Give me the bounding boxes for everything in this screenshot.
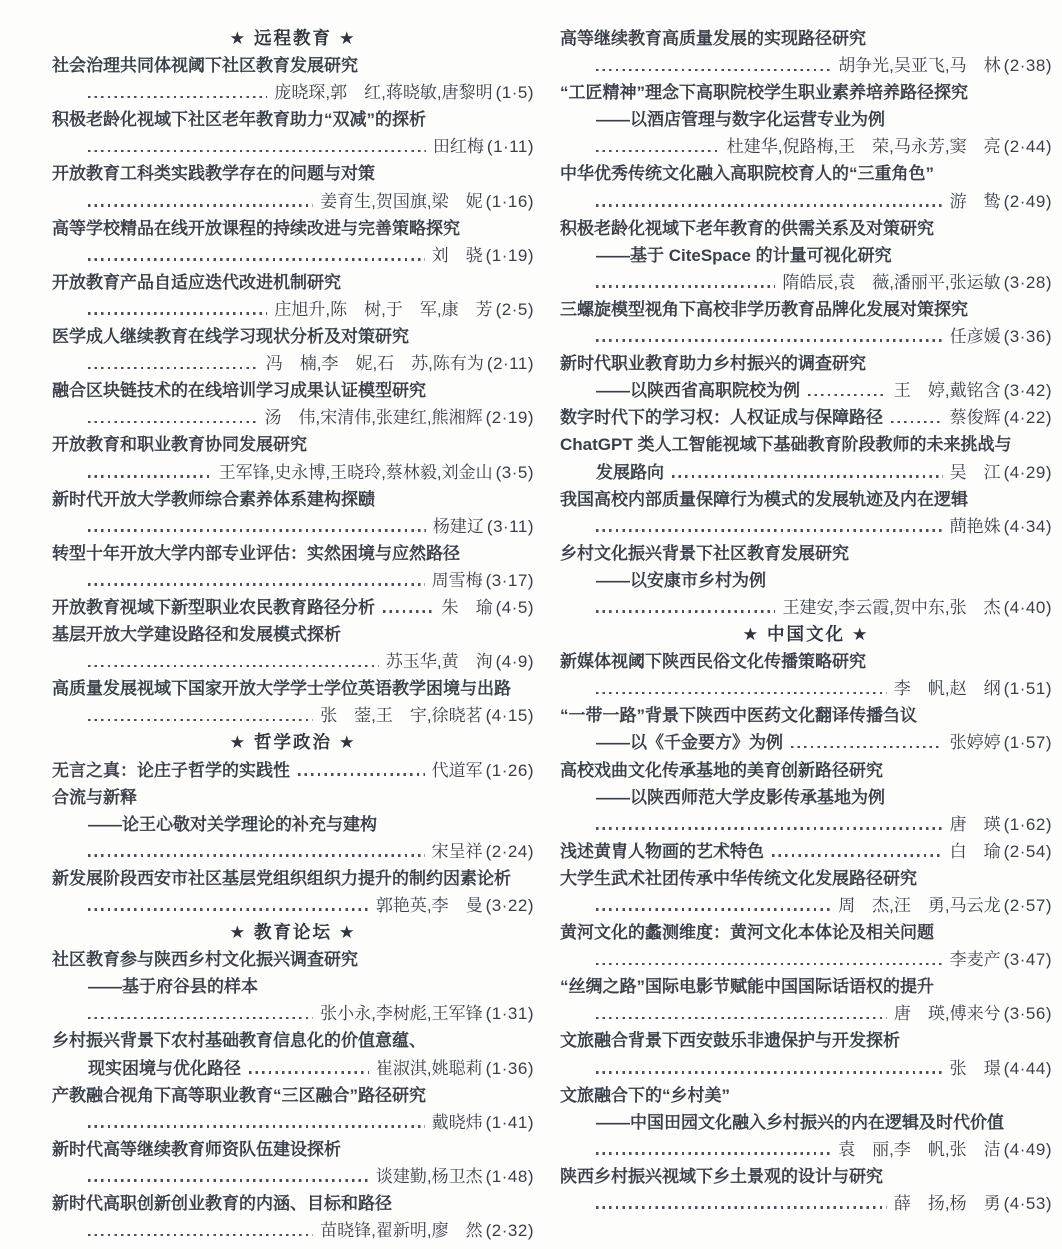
dot-leader <box>88 1179 369 1182</box>
article-title: 中华优秀传统文化融入高职院校育人的“三重角色” <box>560 164 934 184</box>
toc-title-line <box>560 25 1052 52</box>
toc-title-line <box>560 919 1052 946</box>
issue-page-number: (2·54) <box>1003 841 1052 861</box>
article-authors: 蔡俊辉 <box>949 408 1001 428</box>
toc-author-line <box>52 1000 534 1027</box>
dot-leader <box>88 150 426 153</box>
article-authors: 袁 丽,李 帆,张 洁 <box>838 1139 1001 1159</box>
article-authors: 隋皓辰,袁 薇,潘丽平,张运敏 <box>782 272 1001 292</box>
article-title: 我国高校内部质量保障行为模式的发展轨迹及内在逻辑 <box>560 489 968 509</box>
toc-title-line <box>52 269 534 296</box>
article-subtitle: ——以陕西师范大学皮影传承基地为例 <box>596 787 885 807</box>
article-title: 新时代职业教育助力乡村振兴的调查研究 <box>560 354 866 374</box>
article-authors: 张 璟 <box>949 1058 1001 1078</box>
toc-author-line <box>52 188 534 215</box>
article-authors: 朱 瑜 <box>441 597 493 617</box>
article-authors: 吴 江 <box>949 462 1001 482</box>
article-subtitle: ——以酒店管理与数字化运营专业为例 <box>596 110 885 130</box>
article-title: 无言之真：论庄子哲学的实践性 <box>52 760 290 780</box>
article-title: 高质量发展视域下国家开放大学学士学位英语教学困境与出路 <box>52 679 511 699</box>
article-authors: 王建安,李云霞,贺中东,张 杰 <box>782 597 1001 617</box>
article-title: 陕西乡村振兴视域下乡土景观的设计与研究 <box>560 1166 883 1186</box>
article-authors: 苗晓锋,翟新明,廖 然 <box>320 1221 483 1241</box>
article-title: 开放教育工科类实践教学存在的问题与对策 <box>52 164 375 184</box>
toc-subtitle-line <box>560 784 1052 811</box>
toc-section-heading <box>52 729 534 756</box>
toc-author-line <box>560 188 1052 215</box>
article-title: 高等学校精品在线开放课程的持续改进与完善策略探究 <box>52 218 460 238</box>
section-heading-text: ★ 远程教育 ★ <box>229 28 357 48</box>
dot-leader <box>88 204 313 207</box>
article-authors: 杨建辽 <box>432 516 484 536</box>
dot-leader <box>596 285 775 288</box>
article-authors: 蔄艳姝 <box>949 516 1001 536</box>
toc-title-line <box>560 757 1052 784</box>
issue-page-number: (4·29) <box>1003 462 1052 482</box>
dot-leader <box>88 258 425 261</box>
issue-page-number: (4·49) <box>1003 1139 1052 1159</box>
dot-leader <box>88 1017 313 1020</box>
toc-subtitle-line <box>560 567 1052 594</box>
article-title: 开放教育视域下新型职业农民教育路径分析 <box>52 597 375 617</box>
article-authors: 庞晓琛,郭 红,蒋晓敏,唐黎明 <box>274 83 493 103</box>
toc-section-heading <box>52 919 534 946</box>
toc-author-line <box>52 838 534 865</box>
toc-title-line <box>560 648 1052 675</box>
dot-leader <box>596 908 831 911</box>
article-authors: 白 瑜 <box>949 841 1001 861</box>
article-title: 新时代高等继续教育师资队伍建设探析 <box>52 1139 341 1159</box>
toc-author-line <box>52 296 534 323</box>
article-title: 三螺旋模型视角下高校非学历教育品牌化发展对策探究 <box>560 299 968 319</box>
issue-page-number: (1·16) <box>485 191 534 211</box>
section-heading-text: ★ 教育论坛 ★ <box>229 922 357 943</box>
article-authors: 李 帆,赵 纲 <box>893 679 1001 699</box>
article-title: 乡村文化振兴背景下社区教育发展研究 <box>560 543 849 563</box>
section-heading-text: ★ 中国文化 ★ <box>742 624 870 645</box>
toc-author-line <box>560 729 1052 756</box>
dot-leader <box>88 367 259 370</box>
toc-section-heading <box>560 621 1052 648</box>
issue-page-number: (2·5) <box>495 299 534 319</box>
dot-leader <box>596 1071 943 1074</box>
article-authors: 张 蓥,王 宇,徐晓茗 <box>320 706 483 726</box>
article-subtitle: ——以安康市乡村为例 <box>596 570 766 590</box>
article-authors: 冯 楠,李 妮,石 苏,陈有为 <box>265 354 484 374</box>
issue-page-number: (4·53) <box>1003 1194 1052 1214</box>
issue-page-number: (2·38) <box>1003 56 1052 76</box>
toc-author-line <box>560 377 1052 404</box>
article-authors: 王 婷,戴铭含 <box>893 381 1001 401</box>
dot-leader <box>88 583 425 586</box>
issue-page-number: (3·28) <box>1003 272 1052 292</box>
dot-leader <box>88 529 426 532</box>
article-title: 医学成人继续教育在线学习现状分析及对策研究 <box>52 327 409 347</box>
article-authors: 李麦产 <box>949 950 1001 970</box>
article-subtitle: ——基于府谷县的样本 <box>88 977 258 997</box>
toc-title-line <box>52 621 534 648</box>
article-title: 新发展阶段西安市社区基层党组织组织力提升的制约因素论析 <box>52 868 511 888</box>
article-title: 高等继续教育高质量发展的实现路径研究 <box>560 29 866 48</box>
article-authors: 刘 骁 <box>431 245 483 265</box>
toc-title-line <box>560 79 1052 106</box>
toc-title-line <box>52 784 534 811</box>
toc-title-line <box>560 540 1052 567</box>
article-title: ChatGPT 类人工智能视域下基础教育阶段教师的未来挑战与 <box>560 435 1012 455</box>
article-title: 新媒体视阈下陕西民俗文化传播策略研究 <box>560 652 866 672</box>
issue-page-number: (1·48) <box>485 1166 534 1186</box>
article-title: 积极老龄化视域下老年教育的供需关系及对策研究 <box>560 218 934 238</box>
toc-author-line <box>52 79 534 106</box>
toc-author-line <box>560 1136 1052 1163</box>
toc-author-line <box>52 1217 534 1244</box>
toc-author-line <box>52 648 534 675</box>
toc-title-line <box>52 377 534 404</box>
issue-page-number: (3·22) <box>485 896 534 915</box>
toc-title-line <box>560 431 1052 458</box>
toc-title-line <box>560 350 1052 377</box>
article-subtitle: ——以《千金要方》为例 <box>596 733 783 753</box>
toc-title-line <box>560 865 1052 892</box>
toc-title-line <box>52 160 534 187</box>
issue-page-number: (1·36) <box>485 1058 534 1078</box>
toc-author-line <box>52 892 534 919</box>
toc-author-line <box>560 52 1052 79</box>
toc-author-line <box>560 946 1052 973</box>
issue-page-number: (3·47) <box>1003 950 1052 970</box>
article-authors: 唐 瑛,傅来兮 <box>893 1004 1001 1024</box>
toc-author-line <box>560 838 1052 865</box>
toc-author-line <box>52 513 534 540</box>
dot-leader <box>596 1206 887 1209</box>
toc-section-heading <box>52 25 534 52</box>
dot-leader <box>88 665 379 668</box>
toc-author-line <box>52 757 534 784</box>
toc-title-line <box>52 1082 534 1109</box>
article-title: 融合区块链技术的在线培训学习成果认证模型研究 <box>52 381 426 401</box>
article-authors: 游 鸷 <box>949 191 1001 211</box>
toc-author-line <box>52 1055 534 1082</box>
toc-title-line <box>560 973 1052 1000</box>
issue-page-number: (2·24) <box>485 841 534 861</box>
article-authors: 王军锋,史永博,王晓玲,蔡林毅,刘金山 <box>218 462 493 482</box>
article-title: 积极老龄化视域下社区老年教育助力“双减”的探析 <box>52 110 426 130</box>
article-authors: 周 杰,汪 勇,马云龙 <box>838 896 1001 915</box>
dot-leader <box>298 773 425 776</box>
article-authors: 张小永,李树彪,王军锋 <box>320 1004 483 1024</box>
toc-title-line <box>560 215 1052 242</box>
toc-title-line <box>560 1163 1052 1190</box>
dot-leader <box>596 963 943 966</box>
toc-title-line <box>560 486 1052 513</box>
dot-leader <box>891 421 943 424</box>
article-title: 新时代开放大学教师综合素养体系建构探赜 <box>52 489 375 509</box>
article-title: 转型十年开放大学内部专业评估：实然困境与应然路径 <box>52 543 460 563</box>
toc-title-line <box>52 106 534 133</box>
dot-leader <box>88 96 267 99</box>
toc-title-line <box>52 865 534 892</box>
issue-page-number: (1·11) <box>486 137 534 157</box>
issue-page-number: (4·9) <box>495 652 534 672</box>
article-title: 浅述黄胄人物画的艺术特色 <box>560 841 764 861</box>
article-authors: 苏玉华,黄 洵 <box>385 652 493 672</box>
article-authors: 崔淑淇,姚聪莉 <box>375 1058 483 1078</box>
toc-subtitle-line <box>52 811 534 838</box>
issue-page-number: (3·42) <box>1003 381 1052 401</box>
issue-page-number: (1·51) <box>1003 679 1052 699</box>
article-subtitle: 现实困境与优化路径 <box>88 1058 241 1078</box>
toc-title-line <box>52 540 534 567</box>
article-title: 社会治理共同体视阈下社区教育发展研究 <box>52 56 358 76</box>
article-authors: 代道军 <box>431 760 483 780</box>
toc-author-line <box>52 1163 534 1190</box>
issue-page-number: (2·11) <box>486 354 534 374</box>
dot-leader <box>88 1234 313 1237</box>
issue-page-number: (4·15) <box>485 706 534 726</box>
toc-author-line <box>52 1109 534 1136</box>
article-title: “丝绸之路”国际电影节赋能中国国际话语权的提升 <box>560 977 934 997</box>
toc-author-line <box>560 1055 1052 1082</box>
dot-leader <box>249 1071 369 1074</box>
article-title: 大学生武术社团传承中华传统文化发展路径研究 <box>560 868 917 888</box>
article-subtitle: ——以陕西省高职院校为例 <box>596 381 800 401</box>
dot-leader <box>596 692 887 695</box>
toc-title-line <box>52 675 534 702</box>
dot-leader <box>772 854 943 857</box>
toc-author-line <box>560 1000 1052 1027</box>
toc-author-line <box>560 675 1052 702</box>
article-authors: 唐 瑛 <box>949 814 1001 834</box>
toc-author-line <box>560 323 1052 350</box>
dot-leader <box>596 1017 887 1020</box>
toc-author-line <box>560 404 1052 431</box>
article-title: 开放教育产品自适应迭代改进机制研究 <box>52 272 341 292</box>
article-title: 合流与新释 <box>52 787 137 807</box>
dot-leader <box>88 908 369 911</box>
issue-page-number: (1·57) <box>1003 733 1052 753</box>
toc-title-line <box>560 1082 1052 1109</box>
issue-page-number: (3·36) <box>1003 327 1052 347</box>
issue-page-number: (4·44) <box>1003 1058 1052 1078</box>
article-authors: 田红梅 <box>432 137 484 157</box>
dot-leader <box>672 475 943 478</box>
dot-leader <box>596 827 943 830</box>
issue-page-number: (3·17) <box>485 570 534 590</box>
dot-leader <box>808 394 887 397</box>
toc-title-line <box>560 160 1052 187</box>
toc-title-line <box>52 1027 534 1054</box>
dot-leader <box>88 475 212 478</box>
toc-title-line <box>560 1027 1052 1054</box>
issue-page-number: (3·56) <box>1003 1004 1052 1024</box>
toc-author-line <box>560 513 1052 540</box>
toc-subtitle-line <box>52 973 534 1000</box>
issue-page-number: (4·22) <box>1003 408 1052 428</box>
toc-title-line <box>52 215 534 242</box>
toc-author-line <box>52 404 534 431</box>
issue-page-number: (4·5) <box>495 597 534 617</box>
toc-author-line <box>52 567 534 594</box>
article-authors: 戴晓炜 <box>431 1112 483 1132</box>
article-title: 新时代高职创新创业教育的内涵、目标和路径 <box>52 1194 392 1214</box>
article-authors: 周雪梅 <box>431 570 483 590</box>
dot-leader <box>596 339 943 342</box>
dot-leader <box>88 719 313 722</box>
issue-page-number: (2·32) <box>485 1221 534 1241</box>
dot-leader <box>88 1125 425 1128</box>
article-authors: 庄旭升,陈 树,于 军,康 芳 <box>274 299 493 319</box>
issue-page-number: (2·49) <box>1003 191 1052 211</box>
toc-author-line <box>52 702 534 729</box>
article-authors: 任彦媛 <box>949 327 1001 347</box>
article-authors: 郭艳英,李 曼 <box>375 896 483 915</box>
article-title: “一带一路”背景下陕西中医药文化翻译传播刍议 <box>560 706 917 726</box>
issue-page-number: (1·26) <box>485 760 534 780</box>
toc-title-line <box>52 1190 534 1217</box>
article-subtitle: ——论王心敬对关学理论的补充与建构 <box>88 814 377 834</box>
article-title: 基层开放大学建设路径和发展模式探析 <box>52 625 341 645</box>
article-authors: 张婷婷 <box>949 733 1001 753</box>
article-title: 开放教育和职业教育协同发展研究 <box>52 435 307 455</box>
toc-title-line <box>52 1136 534 1163</box>
article-subtitle: ——中国田园文化融入乡村振兴的内在逻辑及时代价值 <box>596 1112 1004 1132</box>
toc-column-right <box>560 25 1052 1249</box>
toc-author-line <box>560 459 1052 486</box>
dot-leader <box>596 1152 831 1155</box>
toc-author-line <box>52 594 534 621</box>
toc-title-line <box>52 946 534 973</box>
article-title: 文旅融合背景下西安鼓乐非遗保护与开发探析 <box>560 1031 900 1051</box>
article-authors: 汤 伟,宋清伟,张建红,熊湘辉 <box>264 408 483 428</box>
issue-page-number: (3·11) <box>486 516 534 536</box>
toc-title-line <box>560 702 1052 729</box>
section-heading-text: ★ 哲学政治 ★ <box>229 732 357 753</box>
dot-leader <box>596 69 831 72</box>
issue-page-number: (2·44) <box>1003 137 1052 157</box>
toc-title-line <box>52 323 534 350</box>
dot-leader <box>596 150 720 153</box>
toc-author-line <box>52 350 534 377</box>
toc-author-line <box>560 811 1052 838</box>
issue-page-number: (2·19) <box>485 408 534 428</box>
toc-subtitle-line <box>560 106 1052 133</box>
issue-page-number: (2·57) <box>1003 896 1052 915</box>
issue-page-number: (1·31) <box>485 1004 534 1024</box>
article-authors: 宋呈祥 <box>431 841 483 861</box>
article-title: 黄河文化的蠡测维度：黄河文化本体论及相关问题 <box>560 923 934 943</box>
issue-page-number: (1·5) <box>495 83 534 103</box>
article-authors: 姜育生,贺国旗,梁 妮 <box>320 191 483 211</box>
issue-page-number: (1·19) <box>485 245 534 265</box>
toc-author-line <box>560 892 1052 919</box>
article-title: 乡村振兴背景下农村基础教育信息化的价值意蕴、 <box>52 1031 426 1051</box>
toc-title-line <box>560 296 1052 323</box>
toc-subtitle-line <box>560 242 1052 269</box>
toc-author-line <box>52 133 534 160</box>
toc-title-line <box>52 431 534 458</box>
article-title: 文旅融合下的“乡村美” <box>560 1085 730 1105</box>
article-title: 数字时代下的学习权：人权证成与保障路径 <box>560 408 883 428</box>
toc-title-line <box>52 486 534 513</box>
article-authors: 谈建勤,杨卫杰 <box>375 1166 483 1186</box>
issue-page-number: (4·34) <box>1003 516 1052 536</box>
issue-page-number: (1·62) <box>1003 814 1052 834</box>
article-title: 产教融合视角下高等职业教育“三区融合”路径研究 <box>52 1085 426 1105</box>
toc-title-line <box>52 52 534 79</box>
article-subtitle: 发展路向 <box>596 462 664 482</box>
dot-leader <box>88 854 425 857</box>
toc-author-line <box>560 269 1052 296</box>
dot-leader <box>791 746 943 749</box>
article-subtitle: ——基于 CiteSpace 的计量可视化研究 <box>596 245 892 265</box>
dot-leader <box>383 610 435 613</box>
article-title: 高校戏曲文化传承基地的美育创新路径研究 <box>560 760 883 780</box>
issue-page-number: (3·5) <box>495 462 534 482</box>
toc-subtitle-line <box>560 1109 1052 1136</box>
article-title: “工匠精神”理念下高职院校学生职业素养培养路径探究 <box>560 83 968 103</box>
dot-leader <box>596 610 775 613</box>
article-title: 社区教育参与陕西乡村文化振兴调查研究 <box>52 950 358 970</box>
dot-leader <box>88 312 267 315</box>
article-authors: 薛 扬,杨 勇 <box>893 1194 1001 1214</box>
issue-page-number: (1·41) <box>485 1112 534 1132</box>
toc-author-line <box>560 1190 1052 1217</box>
toc-author-line <box>560 594 1052 621</box>
toc-column-left <box>52 25 534 1249</box>
dot-leader <box>596 529 943 532</box>
article-authors: 胡争光,吴亚飞,马 林 <box>838 56 1001 76</box>
dot-leader <box>596 204 943 207</box>
toc-author-line <box>52 459 534 486</box>
toc-author-line <box>52 242 534 269</box>
article-authors: 杜建华,倪路梅,王 荣,马永芳,窦 亮 <box>726 137 1001 157</box>
dot-leader <box>88 421 257 424</box>
toc-author-line <box>560 133 1052 160</box>
issue-page-number: (4·40) <box>1003 597 1052 617</box>
